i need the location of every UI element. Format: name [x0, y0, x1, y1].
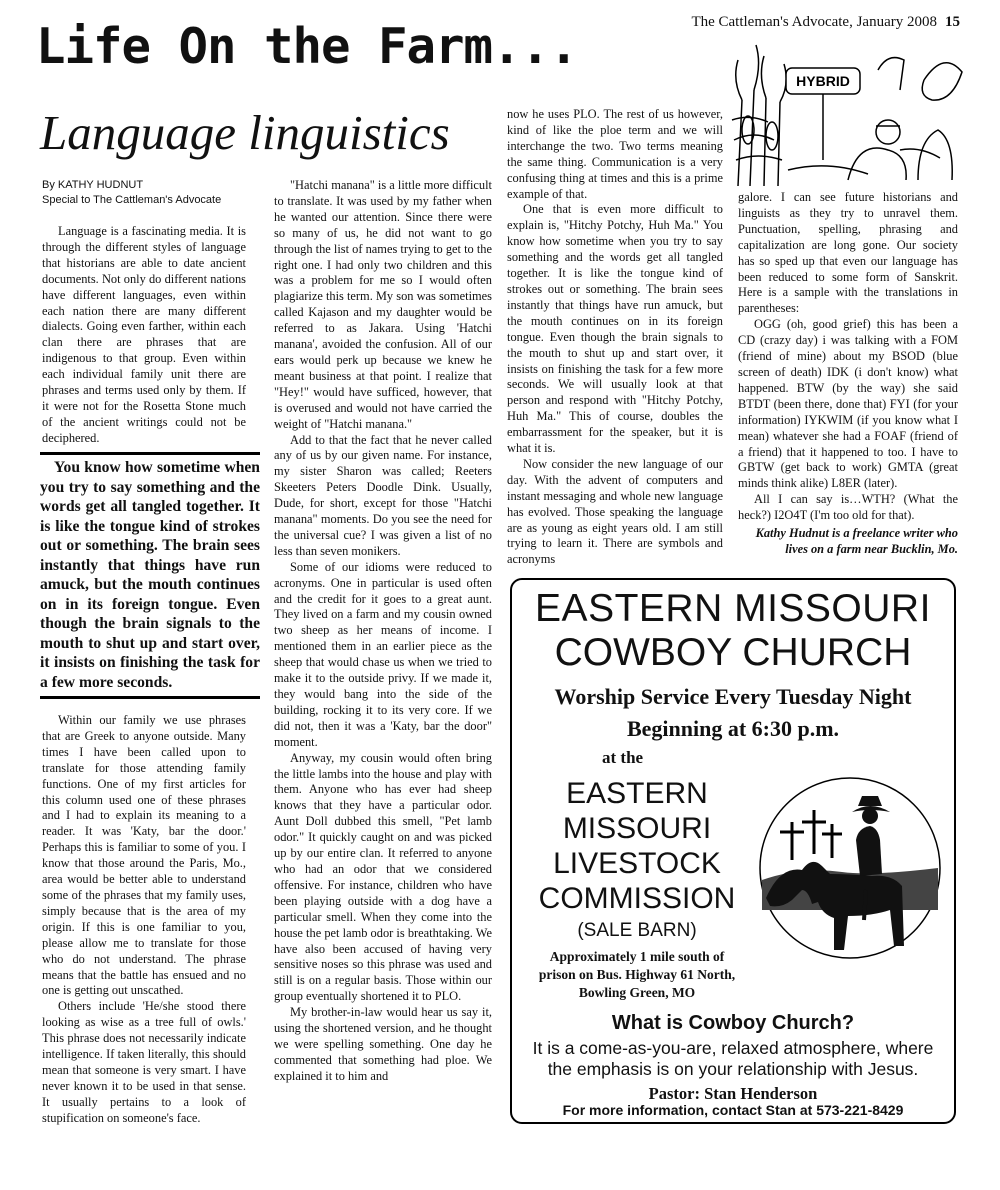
headline: Life On the Farm... — [36, 18, 578, 75]
paragraph: All I can say is…WTH? (What the heck?) I2O4T (I'm too old for that). — [738, 492, 958, 523]
paragraph: Now consider the new language of our day. With the advent of computers and instant messaging and whole new language has evolved. Those speaking the language are as young as eight years old. I am still trying to learn it. There are symbols and acronyms — [507, 456, 723, 567]
pull-quote — [40, 452, 260, 699]
subhead: Language linguistics — [40, 105, 450, 160]
address-line: Bowling Green, MO — [578, 985, 696, 1000]
paragraph: OGG (oh, good grief) this has been a CD (crazy day) i was talking with a FOM (friend of mine) about my BSOD (blue screen of death) IDK (i don't know) what happened. BTW (by the way) she said BTDT (been there, done that) FYI (for your information) IYKWIM (if you know what I mean) whatever she had a FOAF (friend of a friend) that it happened to too. I have to GBTW (get back to work) GMTA (great minds think alike) L8ER (later). — [738, 317, 958, 491]
column-2 — [274, 178, 492, 1085]
hybrid-sign-label: HYBRID — [796, 73, 850, 89]
venue-line: LIVESTOCK — [553, 847, 721, 880]
column-4 — [738, 190, 958, 558]
ad-at-the: at the — [602, 748, 644, 767]
farm-cartoon-illustration — [728, 40, 968, 186]
paragraph: My brother-in-law would hear us say it, using the shortened version, and he thought we were spelling something. One day he commented that something had ploe. We explained it to him and — [274, 1005, 492, 1083]
venue-line: EASTERN — [566, 777, 708, 810]
paragraph: Others include 'He/she stood there looking as wise as a tree full of owls.' This phrase does not necessarily indicate intelligence. If taken literally, this should mean that someone is very smart. I have never known it to be used in that sense. It usually pertains to a look of stupification on someone's face. — [42, 999, 246, 1125]
paragraph: Add to that the fact that he never called any of us by our given name. For instance, my sister Sharon was called; Reeters Skeeters Peters Doodle Dink. Usually, Dude, for short, except for those "Hatchi manana" moments. Do you see the need for the universal cue? I was given a list of no less than seven monikers. — [274, 432, 492, 558]
column-1-top — [42, 224, 246, 447]
author-note: Kathy Hudnut is a freelance writer who lives on a farm near Bucklin, Mo. — [755, 526, 958, 556]
paragraph: "Hatchi manana" is a little more difficult to translate. It was used by my father when he wanted our attention. Since there were so many of us, he did not want to go through the list of names trying to get to the right one. I had only two children and this was a problem for me so I would often plagiarize this term. My son was sometimes called Kajason and my daughter would be referred to as Jakara. Using 'Hatchi manana', avoided the confusion. All of our ears would perk up because we knew he meant business at that point. I realize that "Hey!" would have sufficed, however, that is overused and would not have carried the weight of "Hatchi manana." — [274, 178, 492, 431]
paragraph: Some of our idioms were reduced to acronyms. One in particular is used often and the credit for it goes to a great aunt. They lived on a farm and my cousin owned two sheep as her means of income. I mentioned them in an earlier piece as the sheep that would chase us when we tried to make it to the outside privy. If we made it, they would bang into the side of the building, rocking it to its very core. If we did not, then it was a 'Katy, bar the door" moment. — [274, 559, 492, 749]
answer-line: It is a come-as-you-are, relaxed atmosphere, where — [532, 1038, 934, 1058]
publication-name: The Cattleman's Advocate, January 2008 — [691, 14, 937, 30]
ad-title-line-2: COWBOY CHURCH — [554, 631, 912, 674]
paragraph: Anyway, my cousin would often bring the little lambs into the house and play with them. Anyone who has ever had sheep knows that they have a particular odor. Aunt Doll dubbed this smell, "Pet lamb odor." It quickly caught on and was picked up by our entire clan. It referred to anyone who had an odor that we considered offensive. For instance, children who have been playing outside with a dog have a particular smell. When they come into the house the pet lamb odor is breathtaking. We have also been accused of having very sensitive noses so this phrase was used and still is on a regular basis. Those within our group eventually shortened it to PLO. — [274, 750, 492, 1004]
cowboy-silhouette — [752, 770, 948, 966]
paragraph: One that is even more difficult to explain is, "Hitchy Potchy, Huh Ma." You know how sometime when you try to say something and the words get all tangled together. It is like the tongue kind of strokes out or something. The brain sees instantly that things have run amuck, but the mouth continues on in its foreign tongue. Even though the brain signals to the mouth to shut up and start over, it insists on finishing the task for a few more seconds. We will usually look at that person and respond with "Hitchy Potchy, Huh Ma." This of course, doubles the embarrassment for the speaker, but it is what it is. — [507, 202, 723, 456]
address-line: prison on Bus. Highway 61 North, — [538, 967, 736, 982]
ad-address — [512, 948, 762, 1002]
ad-title-line-1: EASTERN MISSOURI — [535, 587, 931, 630]
column-1-bottom — [42, 713, 246, 1127]
pull-quote-text: You know how sometime when you try to say something and the words get all tangled together. It is like the tongue kind of strokes out or something. The brain sees instantly that things have run amuck, but the mouth continues on in its foreign tongue. Even though the brain signals to the mouth to shut up and start over, it insists on finishing the task for a few more seconds. — [40, 459, 260, 691]
page-number: 15 — [945, 14, 960, 30]
column-3 — [507, 107, 723, 568]
cowboy-church-advertisement — [510, 578, 956, 1124]
ad-pastor: Pastor: Stan Henderson — [648, 1084, 818, 1103]
running-head — [691, 14, 960, 31]
ad-venue-sub: (SALE BARN) — [577, 920, 697, 941]
ad-schedule: Worship Service Every Tuesday Night — [554, 684, 912, 709]
ad-venue — [512, 776, 762, 916]
answer-line: the emphasis is on your relationship with Jesus. — [547, 1059, 919, 1079]
venue-line: MISSOURI — [562, 812, 712, 845]
cartoon-drawing — [728, 40, 968, 186]
paragraph: Language is a fascinating media. It is through the different styles of language that historians are able to date ancient documents. Not only do different nations have different languages, even within each nation there are many different dialects. Going even farther, within each clan there are phrases that are indigenous to that group. Even within each individual family unit there are phrases and terms used only by them. If it were not for the Rosetta Stone much of the ancient writings could not be deciphered. — [42, 224, 246, 445]
paragraph: galore. I can see future historians and linguists as they try to unravel them. Punctuation, spelling, phrasing and capitalization are long gone. Our society has so sped up that even our language has been reduced to some form of Sanskrit. Here is a sample with the translations in parentheses: — [738, 190, 958, 316]
venue-line: COMMISSION — [538, 882, 736, 915]
cowboy-on-horse-icon — [752, 770, 948, 966]
paragraph: Within our family we use phrases that are Greek to anyone outside. Many times I have been called upon to translate for those attending family functions. One of my first articles for this column used one of these phrases and I had to explain its meaning to a reader. It was 'Katy, bar the door.' Perhaps this is familiar to some of you. I know that those around the Paris, Mo., area would be better able to understand some of the phrases that my family uses, simply because that is the area of my origin. If this is one familiar to you, please allow me to translate for those who do not understand. The phrase means that the battle has ensued and no one is getting out unscathed. — [42, 713, 246, 998]
byline-author: By KATHY HUDNUT — [42, 179, 144, 191]
ad-contact: For more information, contact Stan at 573-221-8429 — [562, 1102, 904, 1118]
byline-special: Special to The Cattleman's Advocate — [42, 194, 222, 206]
address-line: Approximately 1 mile south of — [549, 949, 725, 964]
ad-start-time: Beginning at 6:30 p.m. — [626, 716, 840, 741]
paragraph: now he uses PLO. The rest of us however, kind of like the ploe term and we will interchange the two. Two terms meaning the same thing. Communication is a very confusing thing at times and this is a prime example of that. — [507, 107, 723, 201]
ad-question: What is Cowboy Church? — [611, 1012, 855, 1034]
byline — [42, 178, 246, 208]
ad-answer — [512, 1038, 954, 1080]
